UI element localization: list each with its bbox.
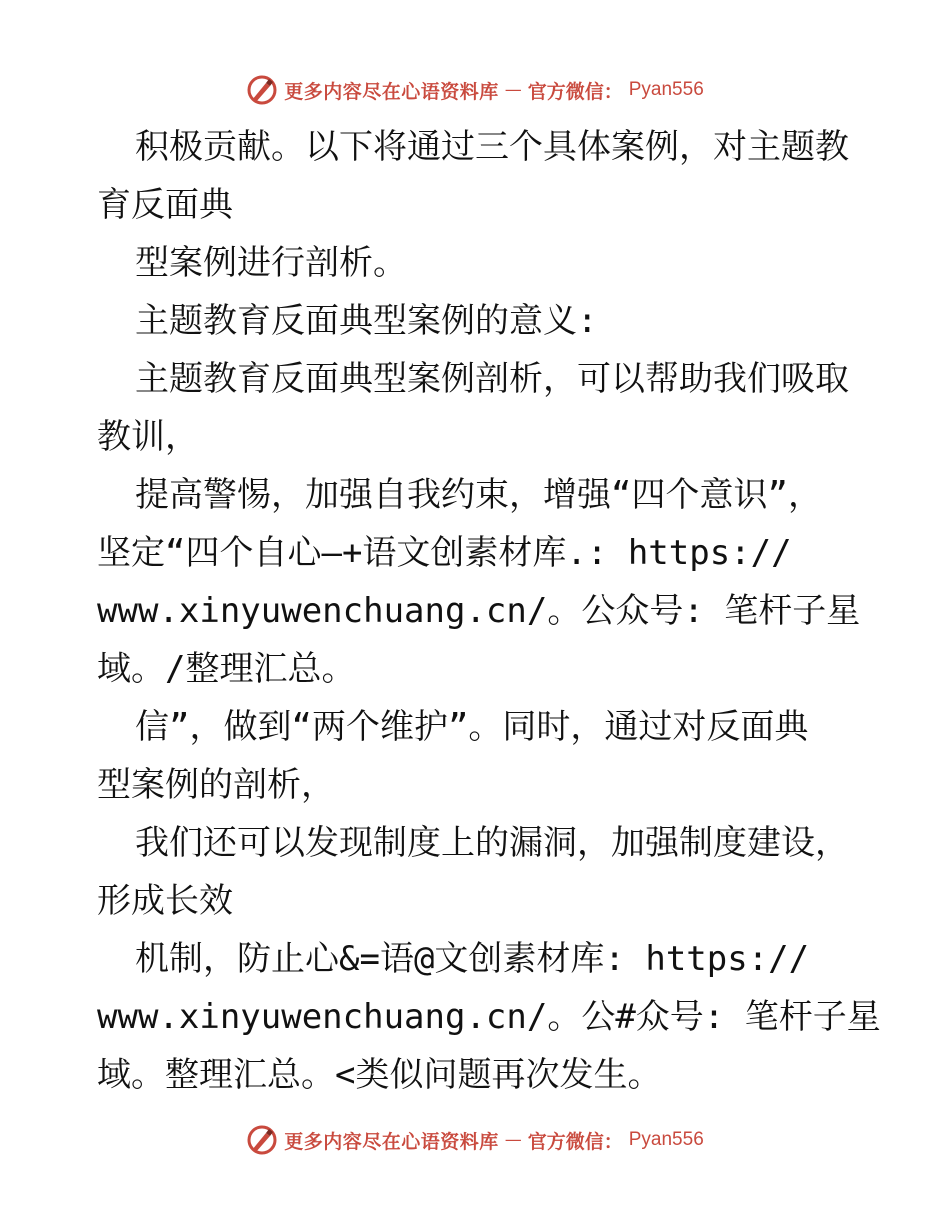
header-banner-content [246,74,704,106]
pen-logo-icon [246,74,278,106]
banner-wechat-label: 官方微信： [527,80,623,103]
banner-separator: — [504,80,522,100]
text-line: 域。/整理汇总。 [97,649,356,689]
text-line: 提高警惕，加强自我约束，增强“四个意识”， [135,475,822,515]
text-line: 域。整理汇总。<类似问题再次发生。 [97,1055,662,1095]
banner-wechat-id: Pyan556 [628,79,704,100]
text-line: 形成长效 [97,881,233,921]
banner-main-text: 更多内容尽在心语资料库 [284,1130,499,1153]
banner-wechat-label: 官方微信： [527,1130,623,1153]
text-line: 教训， [97,417,199,457]
footer-banner [0,1120,950,1160]
text-line: www.xinyuwenchuang.cn/。公#众号: 笔杆子星 [97,997,881,1037]
pen-logo-icon [246,1124,278,1156]
text-line: 型案例进行剖析。 [135,243,407,283]
text-line: 积极贡献。以下将通过三个具体案例，对主题教 [135,127,849,167]
banner-wechat-id: Pyan556 [628,1129,704,1150]
text-line: 机制，防止心&=语@文创素材库: https:// [135,939,810,979]
text-line: 坚定“四个自心—+语文创素材库.: https:// [97,533,792,573]
footer-banner-content [246,1124,704,1156]
banner-main-text: 更多内容尽在心语资料库 [284,80,499,103]
text-line: 型案例的剖析， [97,765,335,805]
text-line: 主题教育反面典型案例剖析，可以帮助我们吸取 [135,359,849,399]
text-line: 主题教育反面典型案例的意义: [135,301,598,341]
text-line: 我们还可以发现制度上的漏洞，加强制度建设， [135,823,849,863]
header-banner [0,70,950,110]
body-text [97,118,881,1104]
banner-separator: — [504,1130,522,1150]
text-line: 育反面典 [97,185,233,225]
text-line: www.xinyuwenchuang.cn/。公众号: 笔杆子星 [97,591,861,631]
text-line: 信”，做到“两个维护”。同时，通过对反面典 [135,707,809,747]
